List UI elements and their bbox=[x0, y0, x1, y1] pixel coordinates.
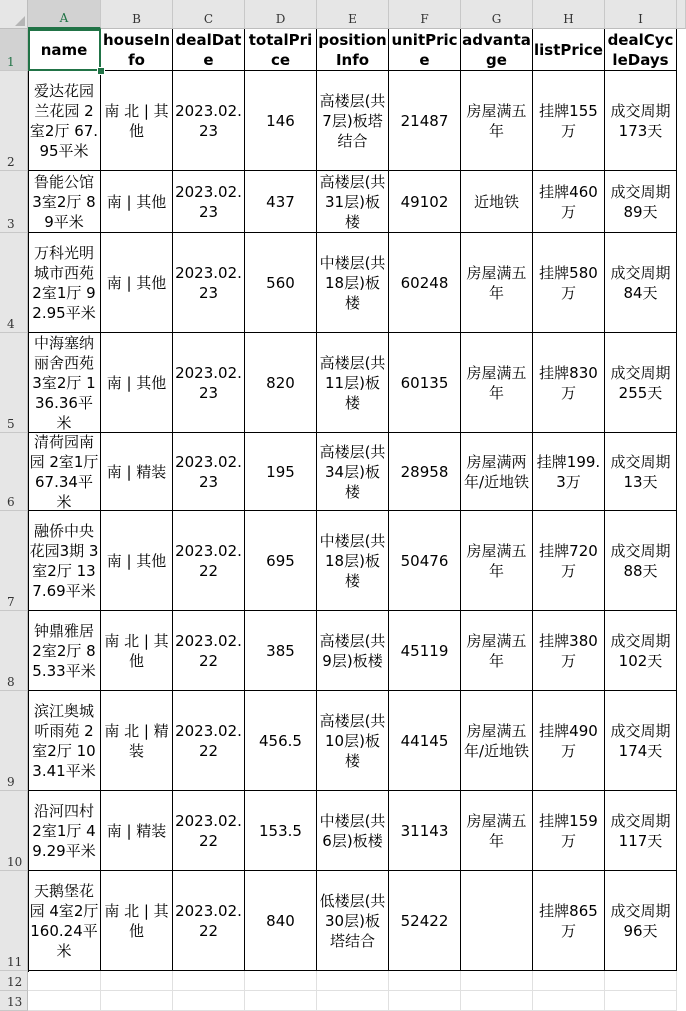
table-cell[interactable]: 鲁能公馆 3室2厅 89平米 bbox=[28, 171, 101, 233]
table-cell[interactable]: 南 | 精装 bbox=[101, 791, 173, 871]
table-cell[interactable]: 南 | 其他 bbox=[101, 171, 173, 233]
row-header-4[interactable]: 4 bbox=[0, 233, 28, 333]
table-cell[interactable]: 560 bbox=[245, 233, 317, 333]
table-cell[interactable]: 钟鼎雅居 2室2厅 85.33平米 bbox=[28, 611, 101, 691]
row-header-2[interactable]: 2 bbox=[0, 71, 28, 171]
table-cell[interactable]: 挂牌199.3万 bbox=[533, 433, 605, 511]
column-header-i[interactable]: I bbox=[605, 0, 677, 29]
column-header-d[interactable]: D bbox=[245, 0, 317, 29]
table-cell[interactable]: 挂牌490万 bbox=[533, 691, 605, 791]
table-cell[interactable]: 成交周期174天 bbox=[605, 691, 677, 791]
table-cell[interactable]: 融侨中央花园3期 3室2厅 137.69平米 bbox=[28, 511, 101, 611]
row-header-10[interactable]: 10 bbox=[0, 791, 28, 871]
column-header-f[interactable]: F bbox=[389, 0, 461, 29]
table-cell[interactable]: 近地铁 bbox=[461, 171, 533, 233]
select-all-corner[interactable] bbox=[0, 0, 28, 29]
empty-cell[interactable] bbox=[605, 991, 677, 1011]
row-header-1[interactable]: 1 bbox=[0, 29, 28, 71]
table-cell[interactable]: 成交周期88天 bbox=[605, 511, 677, 611]
column-header-filler bbox=[677, 0, 686, 29]
table-cell[interactable]: 中楼层(共18层)板楼 bbox=[317, 511, 389, 611]
row-header-11[interactable]: 11 bbox=[0, 871, 28, 971]
table-cell[interactable]: 南 北 | 其他 bbox=[101, 71, 173, 171]
table-cell[interactable]: 高楼层(共7层)板塔结合 bbox=[317, 71, 389, 171]
table-cell[interactable]: 南 | 其他 bbox=[101, 511, 173, 611]
table-cell[interactable]: 44145 bbox=[389, 691, 461, 791]
empty-cell[interactable] bbox=[317, 991, 389, 1011]
table-cell[interactable]: 房屋满五年 bbox=[461, 791, 533, 871]
table-cell[interactable]: 南 | 其他 bbox=[101, 333, 173, 433]
table-cell[interactable]: 房屋满五年 bbox=[461, 233, 533, 333]
header-cell-unitprice[interactable]: unitPrice bbox=[389, 29, 461, 71]
row-header-12[interactable]: 12 bbox=[0, 971, 28, 991]
table-cell[interactable]: 840 bbox=[245, 871, 317, 971]
table-cell[interactable]: 南 | 其他 bbox=[101, 233, 173, 333]
header-cell-totalprice[interactable]: totalPrice bbox=[245, 29, 317, 71]
table-cell[interactable]: 成交周期117天 bbox=[605, 791, 677, 871]
table-cell[interactable]: 房屋满两年/近地铁 bbox=[461, 433, 533, 511]
header-cell-houseinfo[interactable]: houseInfo bbox=[101, 29, 173, 71]
table-cell[interactable]: 成交周期173天 bbox=[605, 71, 677, 171]
table-cell[interactable]: 高楼层(共34层)板楼 bbox=[317, 433, 389, 511]
table-cell[interactable]: 成交周期84天 bbox=[605, 233, 677, 333]
table-cell[interactable]: 中楼层(共18层)板楼 bbox=[317, 233, 389, 333]
header-cell-listprice[interactable]: listPrice bbox=[533, 29, 605, 71]
table-cell[interactable]: 挂牌580万 bbox=[533, 233, 605, 333]
empty-cell[interactable] bbox=[533, 971, 605, 991]
row-header-8[interactable]: 8 bbox=[0, 611, 28, 691]
table-cell[interactable]: 挂牌830万 bbox=[533, 333, 605, 433]
table-cell[interactable]: 52422 bbox=[389, 871, 461, 971]
empty-cell[interactable] bbox=[245, 991, 317, 1011]
table-cell[interactable]: 456.5 bbox=[245, 691, 317, 791]
table-cell[interactable]: 房屋满五年 bbox=[461, 333, 533, 433]
table-cell[interactable]: 成交周期89天 bbox=[605, 171, 677, 233]
table-cell[interactable]: 60135 bbox=[389, 333, 461, 433]
empty-cell[interactable] bbox=[605, 971, 677, 991]
table-cell[interactable]: 31143 bbox=[389, 791, 461, 871]
table-cell[interactable]: 挂牌155万 bbox=[533, 71, 605, 171]
empty-cell[interactable] bbox=[28, 991, 101, 1011]
table-cell[interactable]: 挂牌159万 bbox=[533, 791, 605, 871]
empty-cell[interactable] bbox=[317, 971, 389, 991]
table-cell[interactable]: 南 北 | 精装 bbox=[101, 691, 173, 791]
table-cell[interactable]: 385 bbox=[245, 611, 317, 691]
column-header-c[interactable]: C bbox=[173, 0, 245, 29]
table-cell[interactable]: 28958 bbox=[389, 433, 461, 511]
table-cell[interactable]: 2023.02.22 bbox=[173, 611, 245, 691]
table-cell[interactable]: 820 bbox=[245, 333, 317, 433]
empty-cell[interactable] bbox=[245, 971, 317, 991]
table-cell[interactable] bbox=[461, 871, 533, 971]
table-cell[interactable]: 南 北 | 其他 bbox=[101, 611, 173, 691]
table-cell[interactable]: 50476 bbox=[389, 511, 461, 611]
header-cell-advantage[interactable]: advantage bbox=[461, 29, 533, 71]
header-cell-positioninfo[interactable]: positionInfo bbox=[317, 29, 389, 71]
table-cell[interactable]: 挂牌460万 bbox=[533, 171, 605, 233]
table-cell[interactable]: 2023.02.22 bbox=[173, 871, 245, 971]
table-cell[interactable]: 437 bbox=[245, 171, 317, 233]
table-cell[interactable]: 高楼层(共11层)板楼 bbox=[317, 333, 389, 433]
table-cell[interactable]: 房屋满五年 bbox=[461, 71, 533, 171]
table-cell[interactable]: 高楼层(共9层)板楼 bbox=[317, 611, 389, 691]
column-header-h[interactable]: H bbox=[533, 0, 605, 29]
table-cell[interactable]: 中楼层(共6层)板楼 bbox=[317, 791, 389, 871]
table-cell[interactable]: 21487 bbox=[389, 71, 461, 171]
table-cell[interactable]: 南 | 精装 bbox=[101, 433, 173, 511]
table-cell[interactable]: 195 bbox=[245, 433, 317, 511]
table-cell[interactable]: 2023.02.22 bbox=[173, 791, 245, 871]
table-cell[interactable]: 60248 bbox=[389, 233, 461, 333]
table-cell[interactable]: 滨江奥城听雨苑 2室2厅 103.41平米 bbox=[28, 691, 101, 791]
empty-cell[interactable] bbox=[28, 971, 101, 991]
empty-cell[interactable] bbox=[173, 991, 245, 1011]
table-cell[interactable]: 2023.02.23 bbox=[173, 71, 245, 171]
table-cell[interactable]: 153.5 bbox=[245, 791, 317, 871]
header-cell-dealdate[interactable]: dealDate bbox=[173, 29, 245, 71]
table-cell[interactable]: 695 bbox=[245, 511, 317, 611]
empty-cell[interactable] bbox=[461, 971, 533, 991]
row-header-5[interactable]: 5 bbox=[0, 333, 28, 433]
table-cell[interactable]: 2023.02.22 bbox=[173, 511, 245, 611]
table-cell[interactable]: 低楼层(共30层)板塔结合 bbox=[317, 871, 389, 971]
table-cell[interactable]: 49102 bbox=[389, 171, 461, 233]
table-cell[interactable]: 2023.02.23 bbox=[173, 233, 245, 333]
table-cell[interactable]: 沿河四村 2室1厅 49.29平米 bbox=[28, 791, 101, 871]
empty-cell[interactable] bbox=[461, 991, 533, 1011]
empty-cell[interactable] bbox=[389, 971, 461, 991]
header-cell-dealcycledays[interactable]: dealCycleDays bbox=[605, 29, 677, 71]
empty-cell[interactable] bbox=[101, 991, 173, 1011]
table-cell[interactable]: 2023.02.23 bbox=[173, 433, 245, 511]
table-cell[interactable]: 成交周期102天 bbox=[605, 611, 677, 691]
table-cell[interactable]: 南 北 | 其他 bbox=[101, 871, 173, 971]
empty-cell[interactable] bbox=[173, 971, 245, 991]
table-cell[interactable]: 2023.02.22 bbox=[173, 691, 245, 791]
table-cell[interactable]: 挂牌380万 bbox=[533, 611, 605, 691]
table-cell[interactable]: 挂牌865万 bbox=[533, 871, 605, 971]
table-cell[interactable]: 清荷园南园 2室1厅 67.34平米 bbox=[28, 433, 101, 511]
table-cell[interactable]: 成交周期255天 bbox=[605, 333, 677, 433]
table-cell[interactable]: 天鹅堡花园 4室2厅 160.24平米 bbox=[28, 871, 101, 971]
table-cell[interactable]: 成交周期13天 bbox=[605, 433, 677, 511]
table-cell[interactable]: 45119 bbox=[389, 611, 461, 691]
row-header-13[interactable]: 13 bbox=[0, 991, 28, 1011]
row-header-6[interactable]: 6 bbox=[0, 433, 28, 511]
table-cell[interactable]: 房屋满五年 bbox=[461, 511, 533, 611]
column-header-b[interactable]: B bbox=[101, 0, 173, 29]
table-cell[interactable]: 2023.02.23 bbox=[173, 171, 245, 233]
fill-handle[interactable] bbox=[97, 67, 105, 75]
table-cell[interactable]: 挂牌720万 bbox=[533, 511, 605, 611]
column-header-a[interactable]: A bbox=[28, 0, 101, 29]
table-cell[interactable]: 成交周期96天 bbox=[605, 871, 677, 971]
select-all-triangle-icon bbox=[15, 16, 25, 26]
table-cell[interactable]: 房屋满五年/近地铁 bbox=[461, 691, 533, 791]
table-cell[interactable]: 房屋满五年 bbox=[461, 611, 533, 691]
empty-cell[interactable] bbox=[389, 991, 461, 1011]
row-header-3[interactable]: 3 bbox=[0, 171, 28, 233]
header-cell-name[interactable]: name bbox=[28, 29, 101, 71]
table-cell[interactable]: 万科光明城市西苑 2室1厅 92.95平米 bbox=[28, 233, 101, 333]
row-header-9[interactable]: 9 bbox=[0, 691, 28, 791]
column-header-g[interactable]: G bbox=[461, 0, 533, 29]
table-cell[interactable]: 中海塞纳丽舍西苑 3室2厅 136.36平米 bbox=[28, 333, 101, 433]
column-header-e[interactable]: E bbox=[317, 0, 389, 29]
table-cell[interactable]: 爱达花园兰花园 2室2厅 67.95平米 bbox=[28, 71, 101, 171]
table-cell[interactable]: 高楼层(共31层)板楼 bbox=[317, 171, 389, 233]
row-header-7[interactable]: 7 bbox=[0, 511, 28, 611]
empty-cell[interactable] bbox=[101, 971, 173, 991]
table-cell[interactable]: 2023.02.23 bbox=[173, 333, 245, 433]
table-cell[interactable]: 高楼层(共10层)板楼 bbox=[317, 691, 389, 791]
table-cell[interactable]: 146 bbox=[245, 71, 317, 171]
empty-cell[interactable] bbox=[533, 991, 605, 1011]
